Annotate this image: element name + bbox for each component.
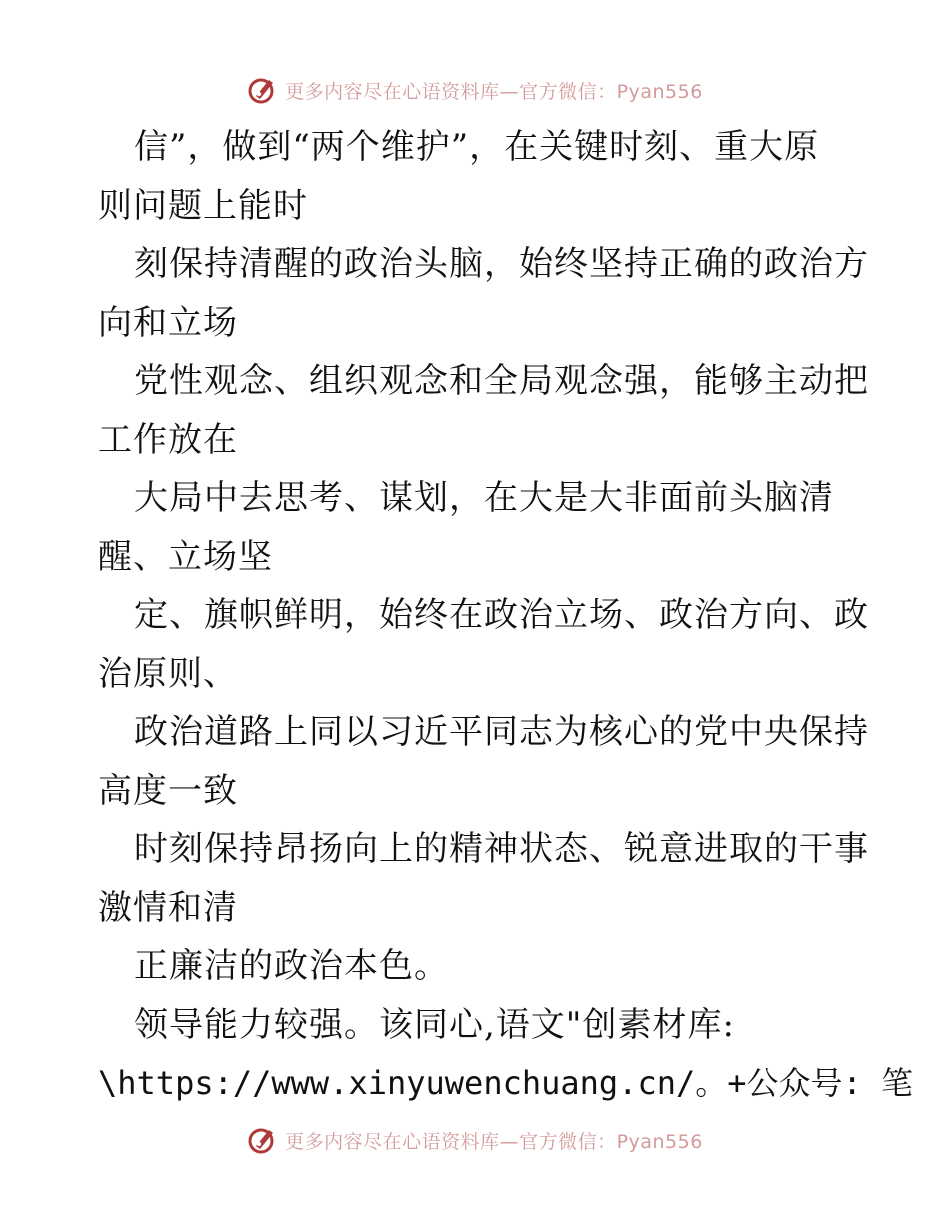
text-line: 定、旗帜鲜明，始终在政治立场、政治方向、政 [134, 595, 869, 635]
text-line: 信”，做到“两个维护”，在关键时刻、重大原 [134, 127, 820, 167]
text-line: 向和立场 [98, 302, 238, 343]
text-line: 时刻保持昂扬向上的精神状态、锐意进取的干事 [134, 829, 869, 869]
text-line: 领导能力较强。该同心,语文"创素材库: [134, 1004, 735, 1045]
text-line: 正廉洁的政治本色。 [134, 946, 449, 986]
text-line: 刻保持清醒的政治头脑，始终坚持正确的政治方 [134, 244, 869, 284]
pen-nib-logo-icon [247, 74, 279, 106]
text-line: 激情和清 [98, 887, 238, 928]
text-line: 工作放在 [98, 419, 238, 460]
text-line: 大局中去思考、谋划，在大是大非面前头脑清 [134, 478, 834, 518]
pen-nib-logo-icon [247, 1124, 279, 1156]
text-line: 政治道路上同以习近平同志为核心的党中央保持 [134, 712, 869, 752]
text-line: 则问题上能时 [98, 185, 308, 226]
text-line: 高度一致 [98, 770, 238, 811]
text-line: 醒、立场坚 [98, 536, 273, 577]
header-banner-text: 更多内容尽在心语资料库—官方微信：Pyan556 [285, 80, 703, 103]
footer-banner [0, 1120, 950, 1160]
url-text-line: \https://www.xinyuwenchuang.cn/。+公众号: 笔 [98, 1064, 914, 1102]
document-body [98, 118, 914, 1113]
text-line: 治原则、 [98, 653, 238, 694]
text-line: 党性观念、组织观念和全局观念强，能够主动把 [134, 361, 869, 401]
footer-banner-text: 更多内容尽在心语资料库—官方微信：Pyan556 [285, 1130, 703, 1153]
header-banner [0, 70, 950, 110]
